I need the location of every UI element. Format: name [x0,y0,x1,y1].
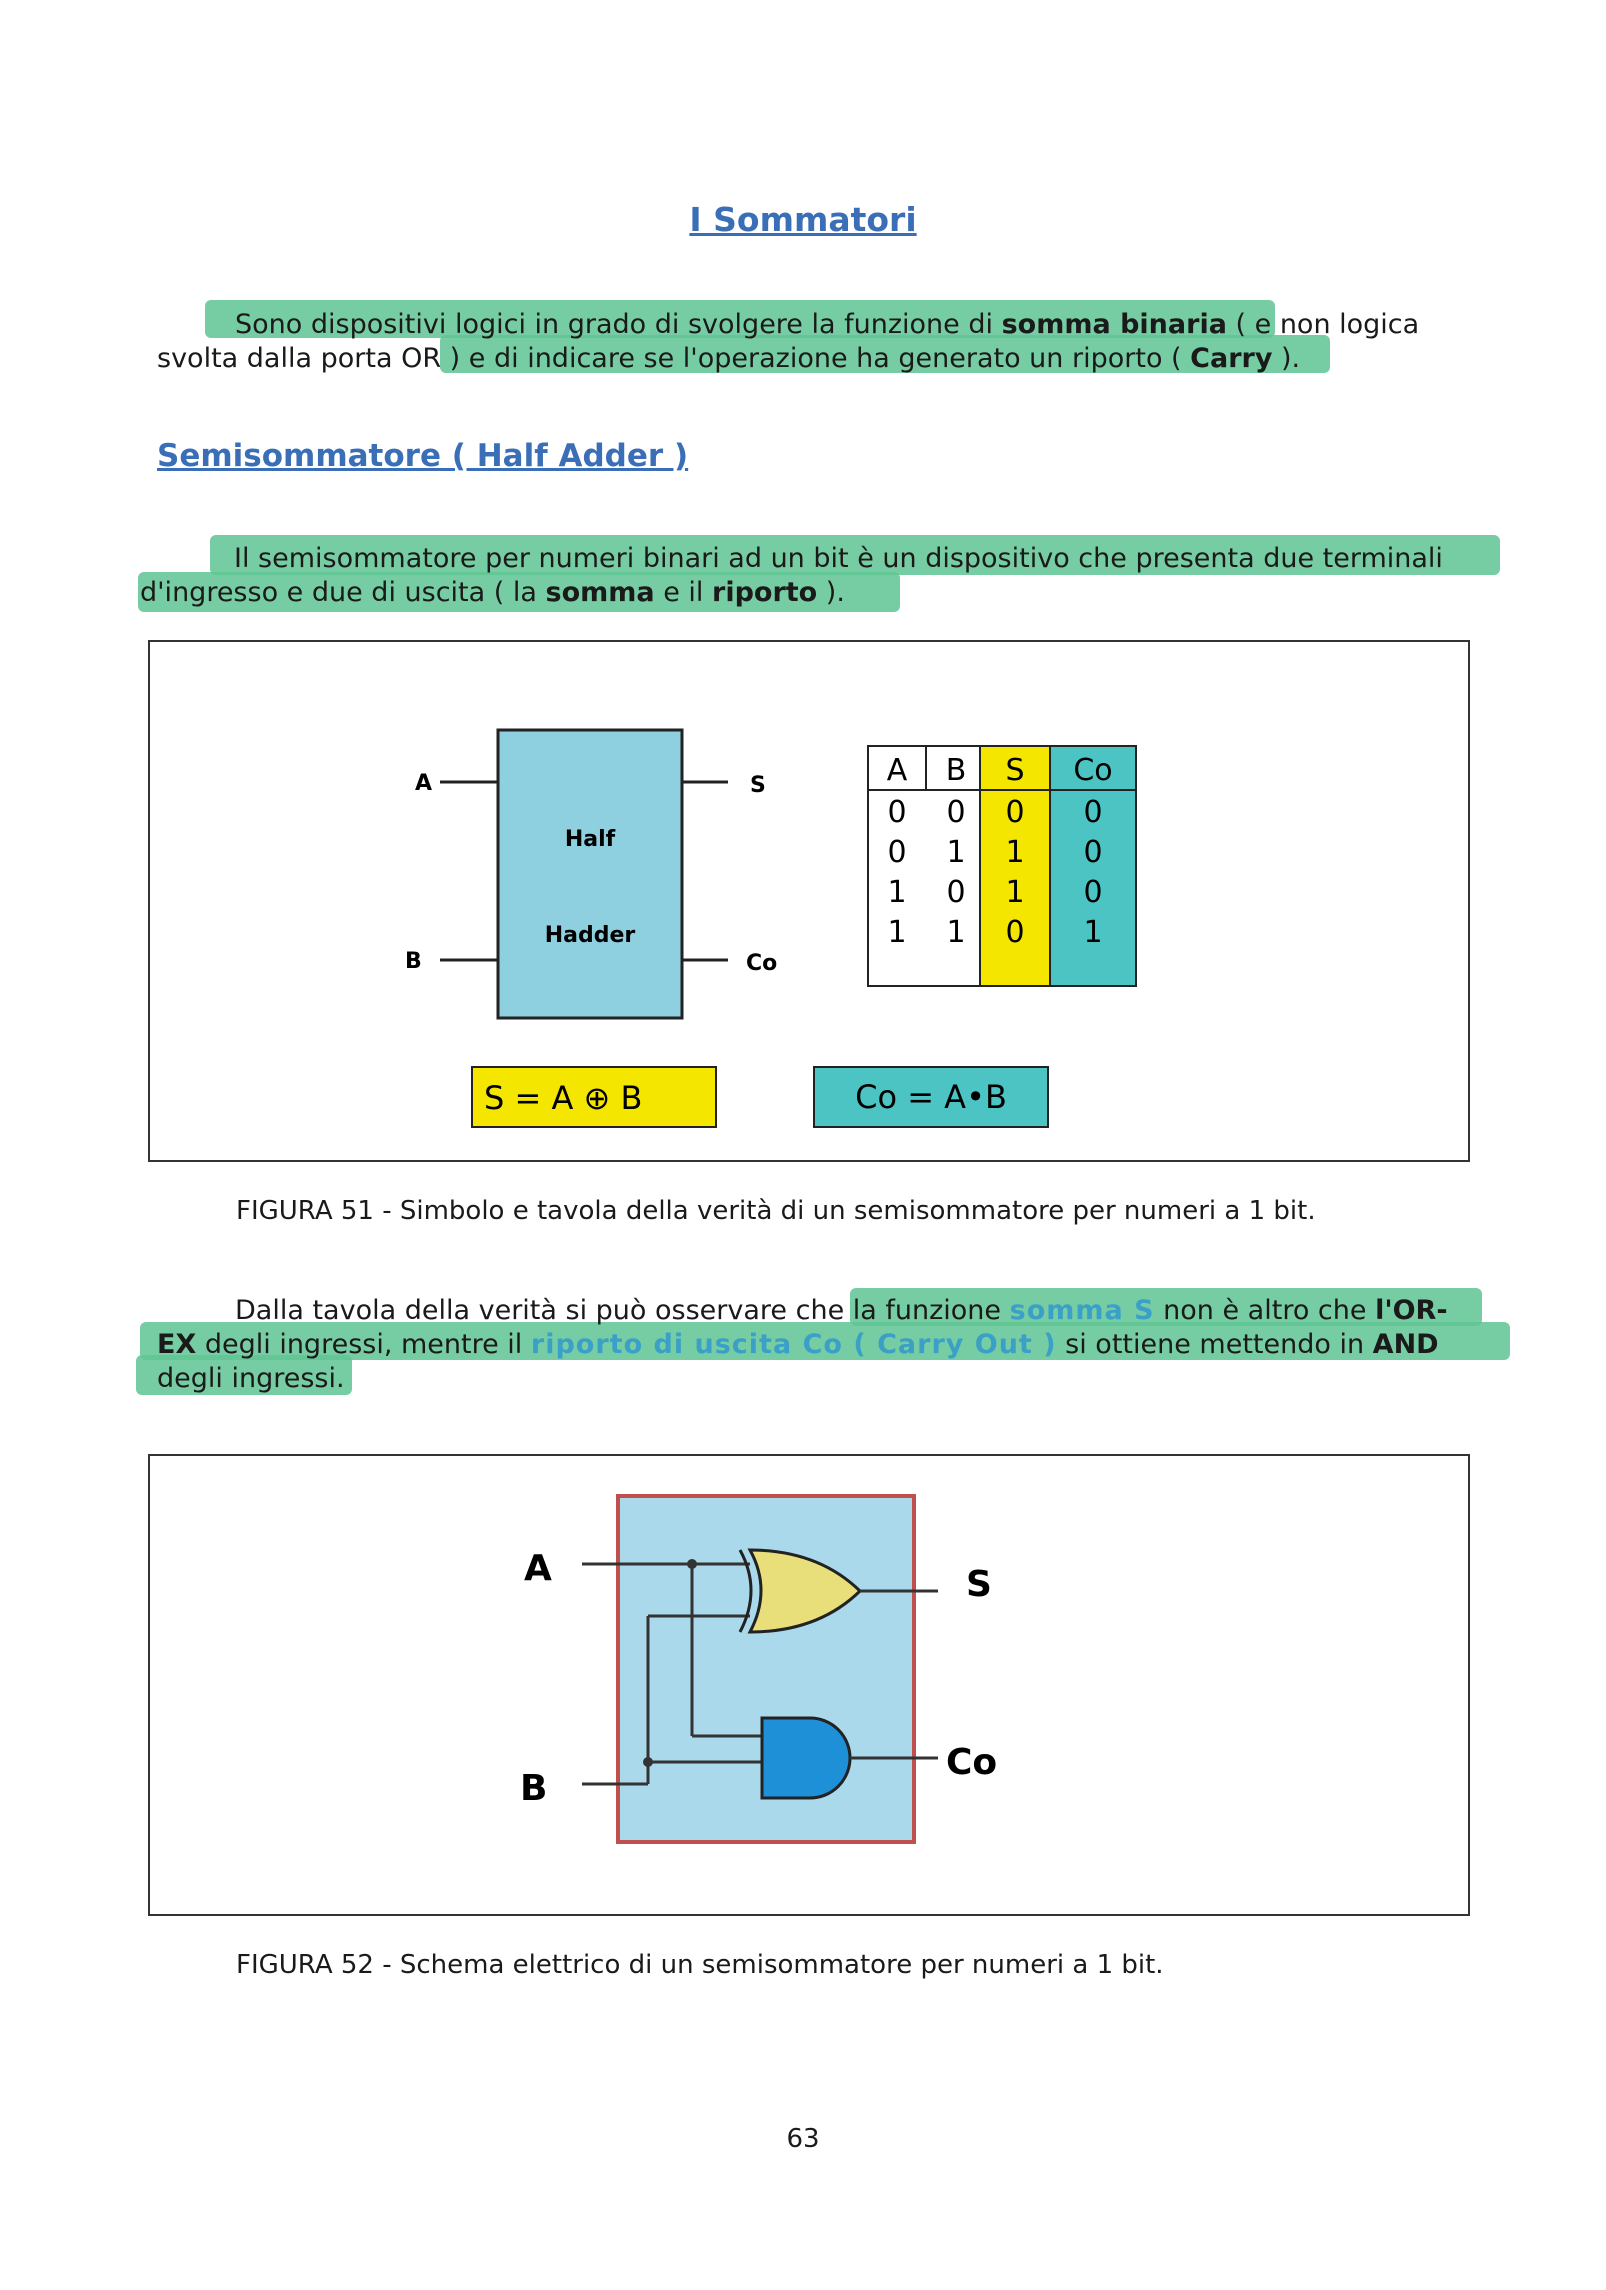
formula-co: Co = A•B [855,1078,1007,1116]
explanation-text: si ottiene mettendo in [1056,1329,1373,1360]
description-text: ). [817,577,845,608]
explanation-bold: l'OR- [1375,1295,1448,1326]
figure-52-diagram [150,1456,1468,1914]
circuit-label-a: A [524,1548,552,1589]
intro-text: Sono dispositivi logici in grado di svolgere la funzione di [235,309,1002,340]
truth-table-cell: 0 [887,795,907,830]
explanation-text: degli ingressi. [157,1363,345,1394]
block-label-half: Half [564,827,616,852]
truth-table-cell: 1 [946,835,966,870]
truth-table-cell: 0 [887,835,907,870]
truth-table-cell: 0 [1083,835,1103,870]
intro-text: ( e non logica [1226,309,1420,340]
half-adder-description [140,542,1480,610]
intro-bold: somma binaria [1001,309,1227,340]
truth-table-cell: 1 [887,915,907,950]
truth-table-cell: 0 [1083,875,1103,910]
junction-b [643,1757,653,1767]
circuit-label-b: B [520,1768,548,1809]
truth-table-header: Co [1073,753,1113,788]
label-s: S [750,773,766,798]
truth-table-header: B [945,753,967,788]
intro-paragraph [157,308,1457,376]
description-bold: riporto [712,577,818,608]
description-text: d'ingresso e due di uscita ( la [140,577,546,608]
block-label-hadder: Hadder [544,923,636,948]
explanation-blue: riporto di uscita Co ( Carry Out ) [530,1329,1057,1360]
truth-table-header: A [886,753,908,788]
figure-52-caption: FIGURA 52 - Schema elettrico di un semisommatore per numeri a 1 bit. [236,1950,1164,1980]
label-co: Co [746,951,778,976]
truth-table-cell: 0 [946,795,966,830]
and-gate-icon [762,1718,850,1798]
circuit-label-co: Co [946,1742,998,1783]
section-title: Semisommatore ( Half Adder ) [157,438,689,474]
truth-table-header: S [1005,753,1025,788]
explanation-blue: somma S [1009,1295,1155,1326]
half-adder-block [498,730,682,1018]
circuit-label-s: S [966,1564,992,1605]
label-b: B [405,949,422,974]
intro-text: svolta dalla porta OR ) e di indicare se l'operazione ha generato un riporto ( [157,343,1191,374]
description-line: Il semisommatore per numeri binari ad un bit è un dispositivo che presenta due terminali [234,543,1443,574]
truth-table-cell: 0 [1083,795,1103,830]
figure-51-diagram [150,642,1468,1160]
intro-bold: Carry [1190,343,1273,374]
truth-table-cell: 1 [1005,835,1025,870]
explanation-bold: AND [1372,1329,1439,1360]
figure-51-frame [148,640,1470,1162]
intro-text: ). [1272,343,1301,374]
truth-table-cell: 0 [1005,795,1025,830]
truth-table-cell: 1 [1005,875,1025,910]
truth-table-cell: 0 [946,875,966,910]
junction-a [687,1559,697,1569]
explanation-text: degli ingressi, mentre il [196,1329,531,1360]
formula-s: S = A ⊕ B [484,1079,643,1117]
truth-table-cell: 1 [946,915,966,950]
explanation-text: Dalla tavola della verità si può osservare che la funzione [235,1295,1010,1326]
figure-51-caption: FIGURA 51 - Simbolo e tavola della verità di un semisommatore per numeri a 1 bit. [236,1196,1316,1226]
label-a: A [415,771,433,796]
page-number: 63 [786,2124,820,2154]
truth-table-cell: 1 [887,875,907,910]
figure-52-frame [148,1454,1470,1916]
explanation-bold: EX [157,1329,197,1360]
truth-table-cell: 1 [1083,915,1103,950]
truth-table-cell: 0 [1005,915,1025,950]
page-title: I Sommatori [689,200,917,239]
description-text: e il [654,577,712,608]
explanation-text: non è altro che [1154,1295,1376,1326]
explanation-paragraph [157,1294,1459,1396]
description-bold: somma [545,577,655,608]
